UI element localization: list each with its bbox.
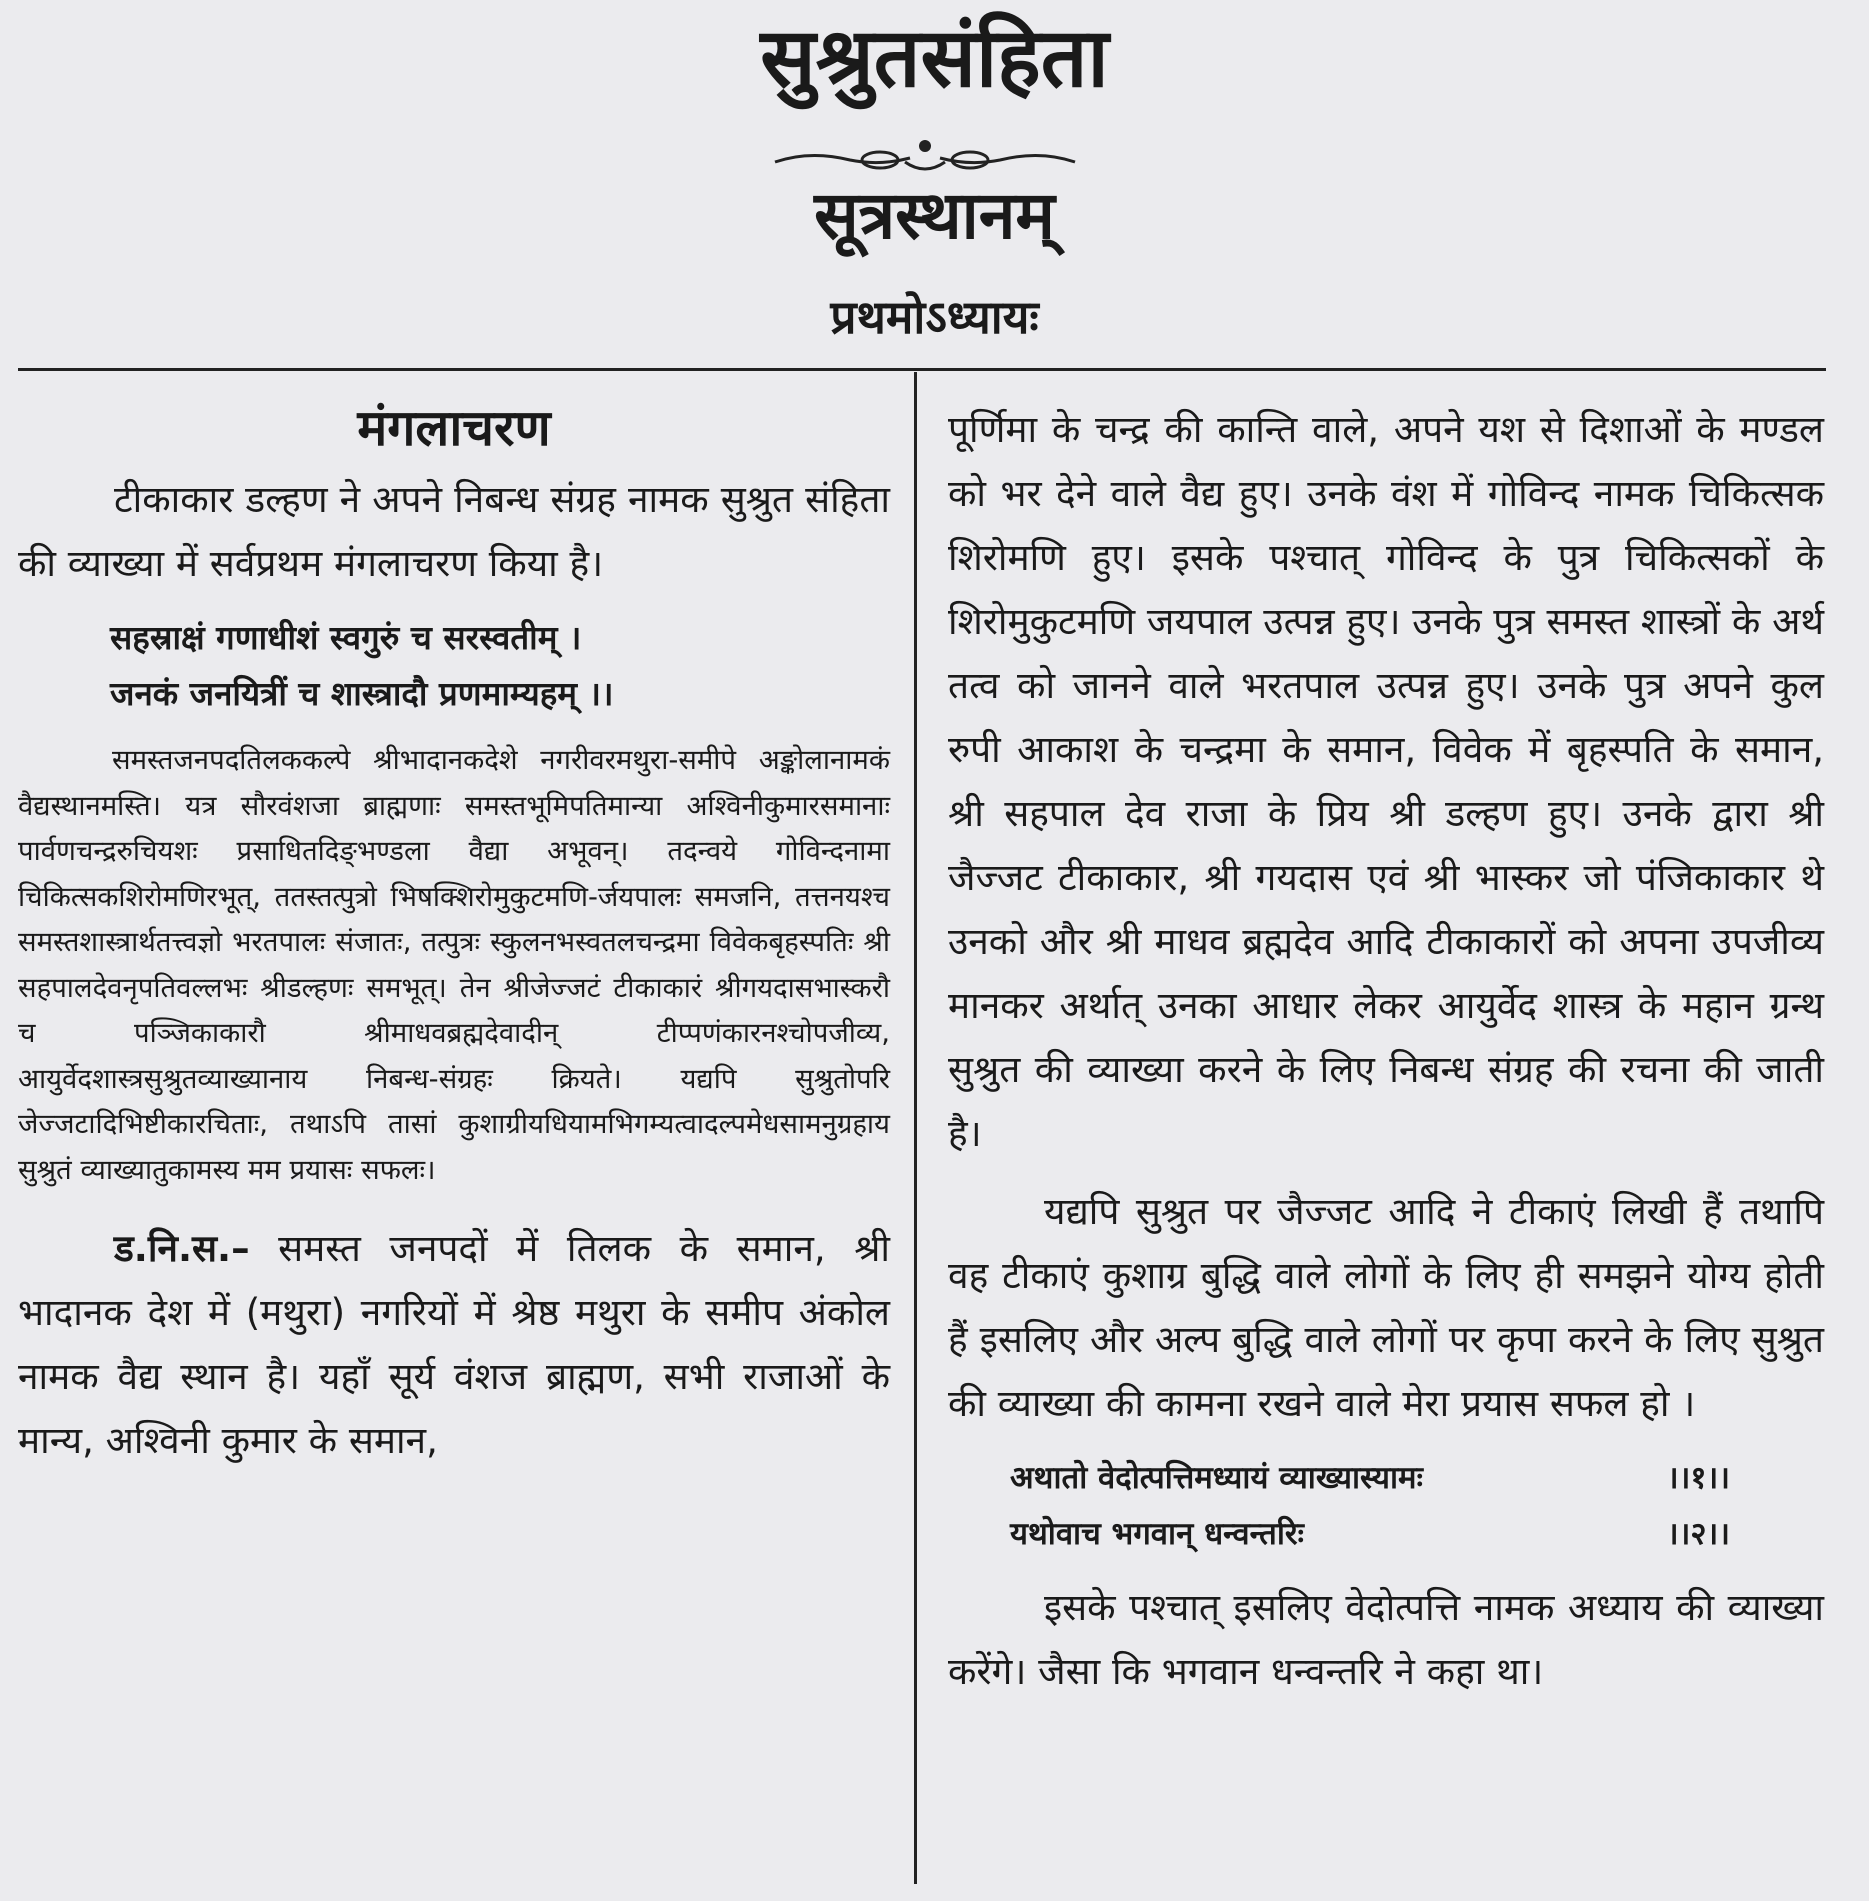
ornament-divider-icon: [770, 136, 1080, 182]
sutra-text: अथातो वेदोत्पत्तिमध्यायं व्याख्यास्यामः: [1010, 1460, 1423, 1496]
left-column: [18, 398, 890, 1487]
sutra-block: [948, 1450, 1824, 1562]
intro-paragraph: टीकाकार डल्हण ने अपने निबन्ध संग्रह नामक सुश्रुत संहिता की व्याख्या में सर्वप्रथम मंगलाचरण किया है।: [18, 478, 890, 585]
shloka-block: [18, 610, 890, 722]
right-paragraph-1: पूर्णिमा के चन्द्र की कान्ति वाले, अपने यश से दिशाओं के मण्डल को भर देने वाले वैद्य हुए। उनके वंश में गोविन्द नामक चिकित्सक शिरोमणि हुए। इसके पश्चात् गोविन्द के पुत्र चिकित्सकों के शिरोमुकुटमणि जयपाल उत्पन्न हुए। उनके पुत्र समस्त शास्त्रों के अर्थ तत्व को जानने वाले भरतपाल उत्पन्न हुए। उनके पुत्र अपने कुल रुपी आकाश के चन्द्रमा के समान, विवेक में बृहस्पति के समान, श्री सहपाल देव राजा के प्रिय श्री डल्हण हुए। उनके द्वारा श्री जैज्जट टीकाकार, श्री गयदास एवं श्री भास्कर जो पंजिकाकार थे उनको और श्री माधव ब्रह्मदेव आदि टीकाकारों को अपना उपजीव्य मानकर अर्थात् उनका आधार लेकर आयुर्वेद शास्त्र के महान ग्रन्थ सुश्रुत की व्याख्या करने के लिए निबन्ध संग्रह की रचना की जाती है।: [948, 408, 1824, 1155]
chapter-title: प्रथमोऽध्यायः: [830, 290, 1039, 344]
sanskrit-commentary: समस्तजनपदतिलककल्पे श्रीभादानकदेशे नगरीवरमथुरा-समीपे अङ्कोलानामकं वैद्यस्थानमस्ति। यत्र सौरवंशजा ब्राह्मणाः समस्तभूमिपतिमान्या अश्विनीकुमारसमानाः पार्वणचन्द्ररुचियशः प्रसाधितदिङ्भण्डला वैद्या अभूवन्। तदन्वये गोविन्दनामा चिकित्सकशिरोमणिरभूत्, ततस्तत्पुत्रो भिषक्शिरोमुकुटमणि-र्जयपालः समजनि, तत्तनयश्च समस्तशास्त्रार्थतत्त्वज्ञो भरतपालः संजातः, तत्पुत्रः स्कुलनभस्वतलचन्द्रमा विवेकबृहस्पतिः श्री सहपालदेवनृपतिवल्लभः श्रीडल्हणः समभूत्। तेन श्रीजेज्जटं टीकाकारं श्रीगयदासभास्करौ च पञ्जिकाकारौ श्रीमाधवब्रह्मदेवादीन् टीप्पणंकारनश्चोपजीव्य, आयुर्वेदशास्त्रसुश्रुतव्याख्यानाय निबन्ध-संग्रहः क्रियते। यद्यपि सुश्रुतोपरि जेज्जटादिभिष्टीकारचिताः, तथाऽपि तासां कुशाग्रीयधियामभिगम्यत्वादल्पमेधसामनुग्रहाय सुश्रुतं व्याख्यातुकामस्य मम प्रयासः सफलः।: [18, 744, 890, 1186]
sutra-text: यथोवाच भगवान् धन्वन्तरिः: [1010, 1516, 1304, 1552]
dns-paragraph: [18, 1217, 890, 1473]
right-column: [948, 398, 1824, 1718]
book-title: सुश्रुतसंहिता: [760, 11, 1109, 106]
sutra-number: ।।१।।: [1666, 1460, 1730, 1496]
shloka-line-1: सहस्राक्षं गणाधीशं स्वगुरुं च सरस्वतीम् ।: [110, 618, 582, 657]
right-paragraph-2: यद्यपि सुश्रुत पर जैज्जट आदि ने टीकाएं लिखी हैं तथापि वह टीकाएं कुशाग्र बुद्धि वाले लोगों के लिए ही समझने योग्य होती हैं इसलिए और अल्प बुद्धि वाले लोगों पर कृपा करने के लिए सुश्रुत की व्याख्या की कामना रखने वाले मेरा प्रयास सफल हो ।: [948, 1190, 1824, 1425]
column-divider: [914, 372, 917, 1884]
sutra-number: ।।२।।: [1666, 1516, 1730, 1552]
dns-text: समस्त जनपदों में तिलक के समान, श्री भादानक देश में (मथुरा) नगरियों में श्रेष्ठ मथुरा के समीप अंकोल नामक वैद्य स्थान है। यहाँ सूर्य वंशज ब्राह्मण, सभी राजाओं के मान्य, अश्विनी कुमार के समान,: [18, 1227, 890, 1462]
horizontal-divider: [18, 368, 1826, 371]
section-title: सूत्रस्थानम्: [814, 177, 1055, 254]
dns-label: ड.नि.स.–: [114, 1227, 250, 1270]
sutra-line-1: [1010, 1450, 1730, 1506]
mangalacharan-heading: मंगलाचरण: [357, 399, 551, 457]
sutra-line-2: [1010, 1506, 1730, 1562]
shloka-line-2: जनकं जनयित्रीं च शास्त्रादौ प्रणमाम्यहम् ।।: [110, 674, 614, 713]
right-paragraph-3: इसके पश्चात् इसलिए वेदोत्पत्ति नामक अध्याय की व्याख्या करेंगे। जैसा कि भगवान धन्वन्तरि ने कहा था।: [948, 1586, 1824, 1693]
